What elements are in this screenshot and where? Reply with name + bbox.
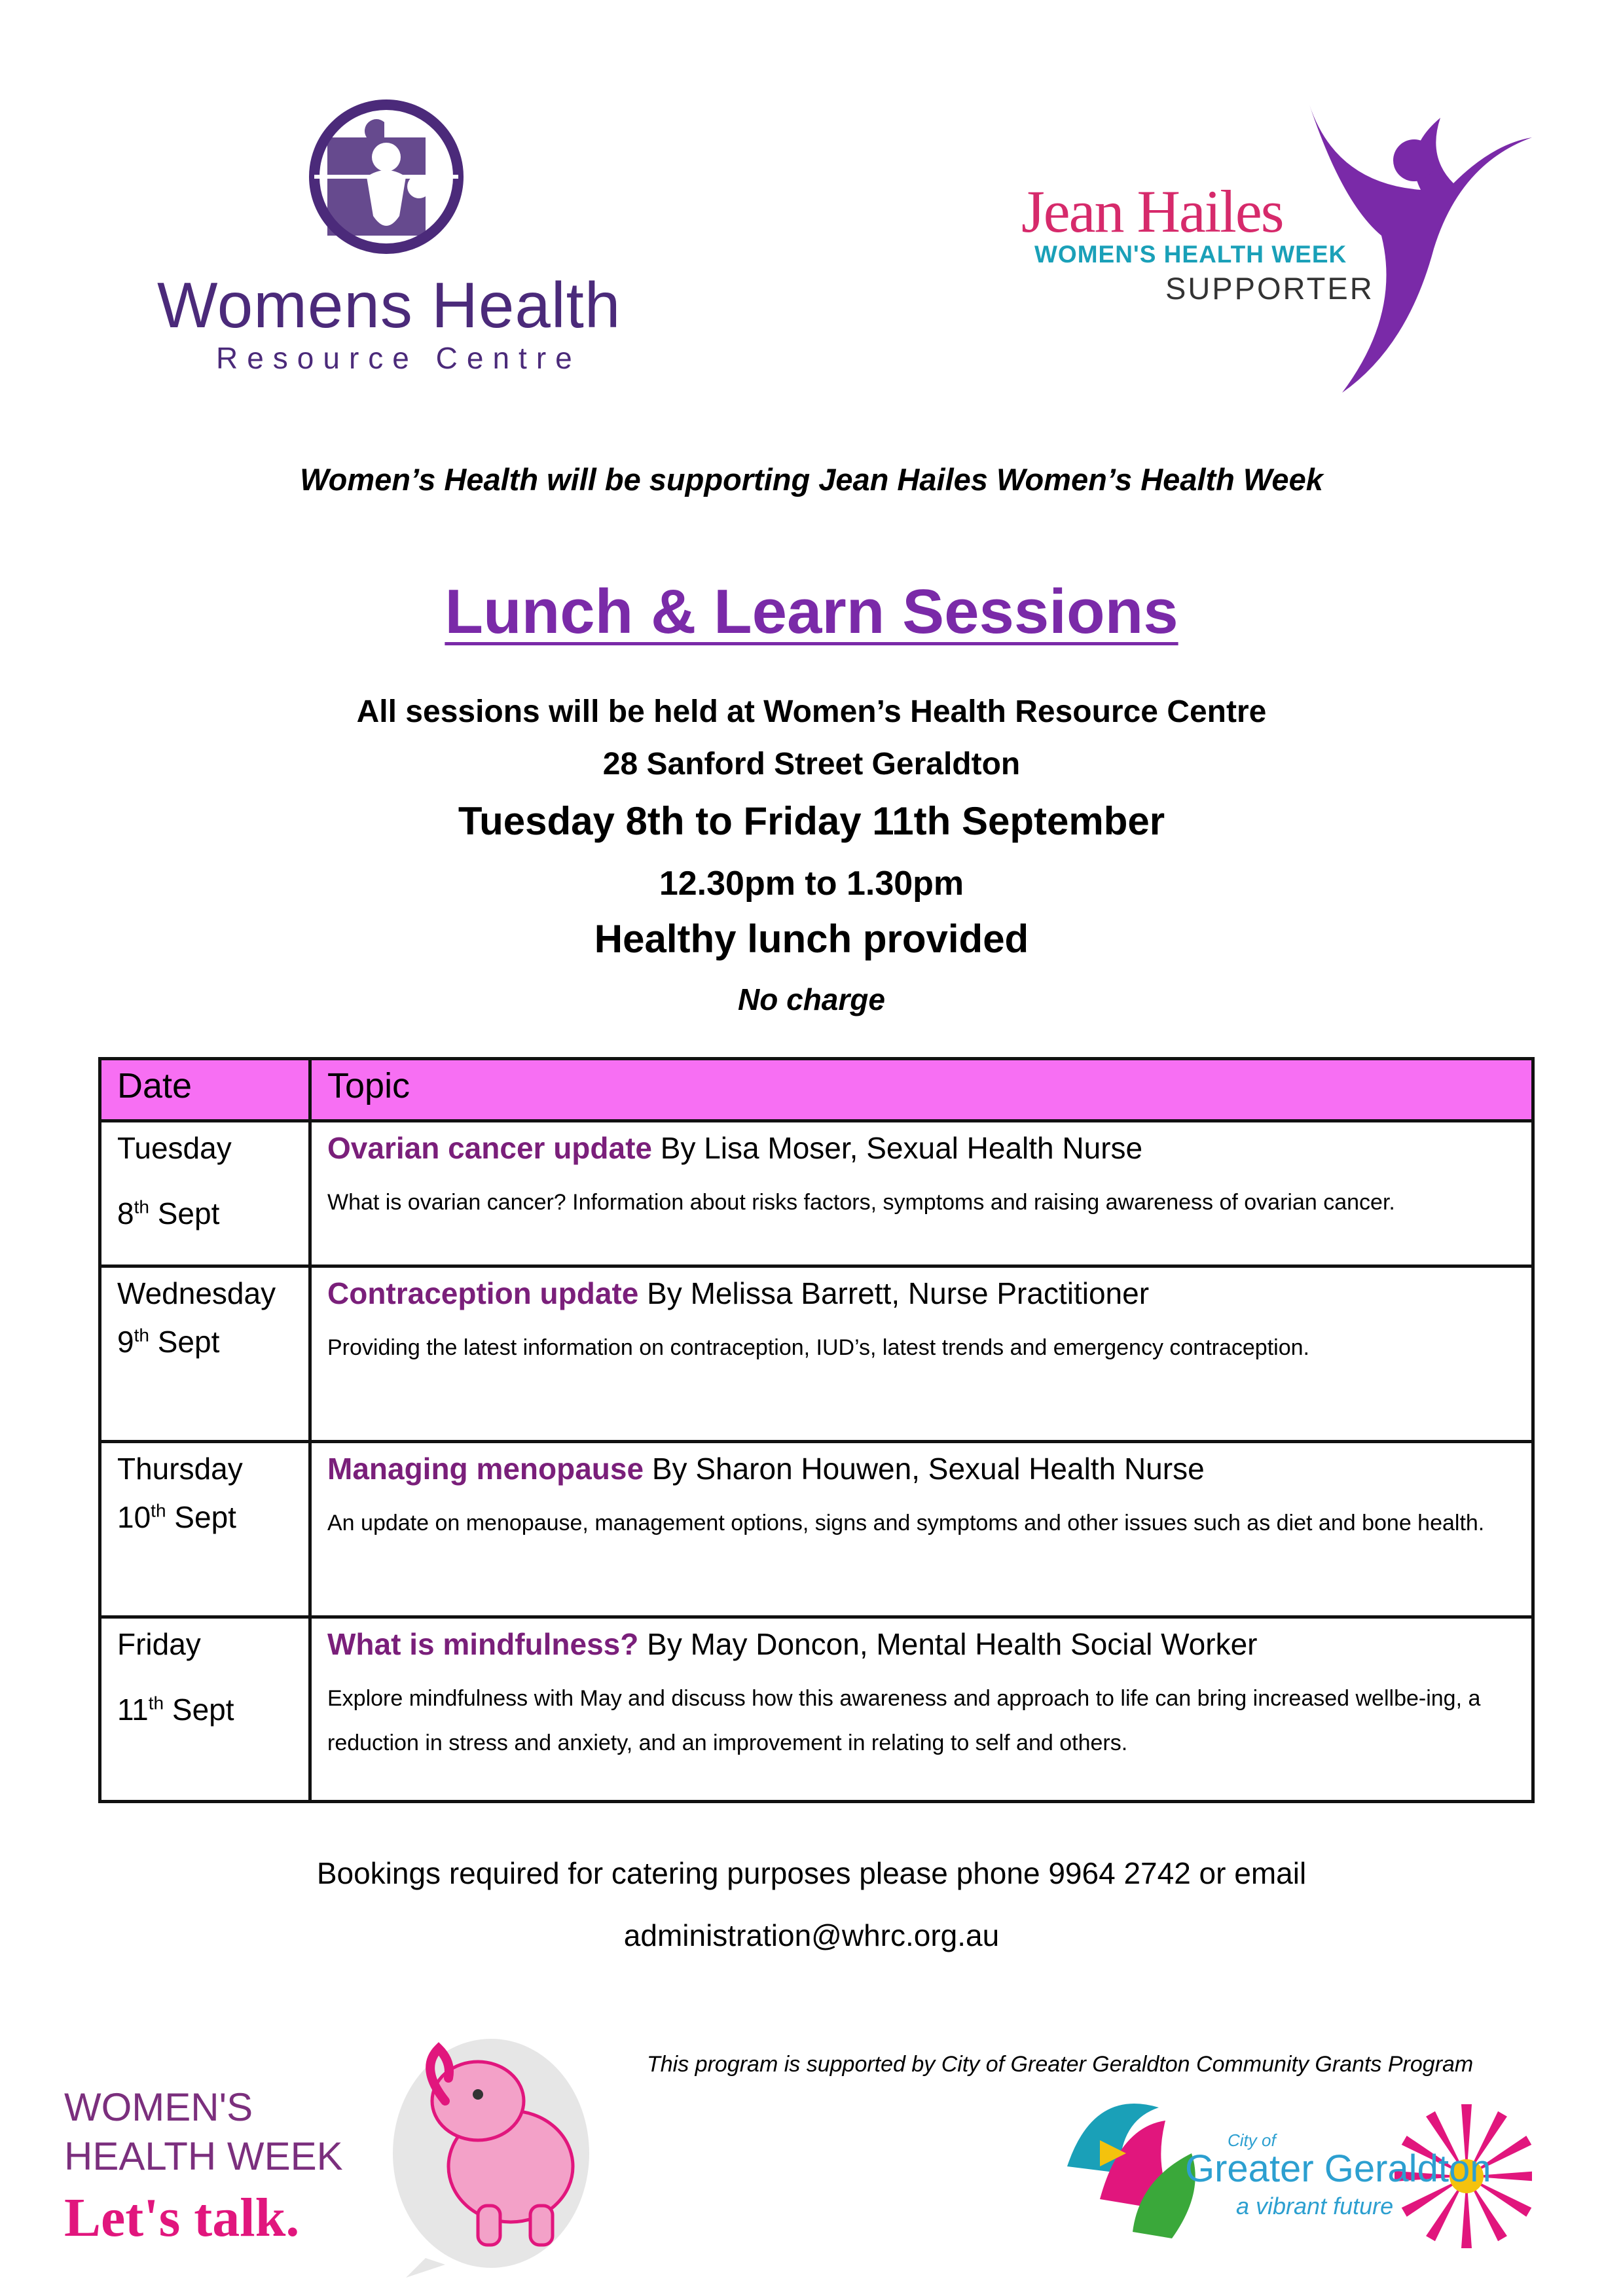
- whw-logo-tagline: Let's talk.: [64, 2187, 300, 2248]
- session-description: Explore mindfulness with May and discuss how this awareness and approach to life can bring increased wellbe-ing, a reduction in stress and anxiety, and an improvement in relating to self and others.: [327, 1686, 1481, 1755]
- topic-cell: [310, 1121, 1533, 1266]
- session-presenter: By Sharon Houwen, Sexual Health Nurse: [644, 1452, 1205, 1486]
- session-day: Wednesday: [117, 1276, 276, 1310]
- whrc-logo-title: Womens Health: [157, 269, 621, 341]
- session-date: 9th Sept: [117, 1325, 220, 1359]
- page-title: Lunch & Learn Sessions: [445, 577, 1178, 647]
- booking-email-link[interactable]: administration@whrc.org.au: [623, 1918, 1000, 1952]
- whw-logo-line2: HEALTH WEEK: [64, 2134, 343, 2178]
- jean-hailes-title: Jean Hailes: [1021, 178, 1283, 245]
- cgg-logo-name: Greater Geraldton: [1185, 2147, 1491, 2190]
- lunch-line: Healthy lunch provided: [594, 917, 1029, 961]
- cgg-logo-city-of: City of: [1228, 2130, 1276, 2150]
- session-description: What is ovarian cancer? Information about risks factors, symptoms and raising awareness of ovarian cancer.: [327, 1190, 1395, 1215]
- session-heading: [312, 1268, 1531, 1311]
- charge-line: No charge: [738, 982, 885, 1016]
- support-statement: Women’s Health will be supporting Jean Hailes Women’s Health Week: [300, 462, 1323, 497]
- dates-line: Tuesday 8th to Friday 11th September: [458, 799, 1165, 843]
- session-date: 11th Sept: [117, 1693, 234, 1727]
- session-title: Contraception update: [327, 1276, 639, 1310]
- table-header-row: [100, 1059, 1533, 1121]
- topic-cell: [310, 1617, 1533, 1802]
- table-row: [100, 1121, 1533, 1266]
- session-heading: [312, 1122, 1531, 1166]
- whw-logo-line1: WOMEN'S: [64, 2085, 253, 2129]
- jean-hailes-supporter: SUPPORTER: [1165, 271, 1374, 306]
- session-title: What is mindfulness?: [327, 1627, 639, 1661]
- session-presenter: By Lisa Moser, Sexual Health Nurse: [651, 1131, 1143, 1165]
- session-date: 10th Sept: [117, 1500, 236, 1534]
- session-day: Friday: [117, 1627, 201, 1661]
- date-cell: [100, 1442, 310, 1617]
- booking-info: Bookings required for catering purposes please phone 9964 2742 or email: [316, 1856, 1307, 1890]
- sessions-table: [98, 1057, 1535, 1803]
- cgg-logo-tagline: a vibrant future: [1236, 2193, 1394, 2219]
- header-topic: Topic: [310, 1059, 1533, 1121]
- date-cell: [100, 1266, 310, 1442]
- whrc-logo-subtitle: Resource Centre: [216, 341, 581, 375]
- session-presenter: By Melissa Barrett, Nurse Practitioner: [638, 1276, 1150, 1310]
- table-row: [100, 1617, 1533, 1802]
- session-day: Thursday: [117, 1452, 243, 1486]
- session-title: Ovarian cancer update: [327, 1131, 652, 1165]
- time-line: 12.30pm to 1.30pm: [659, 865, 964, 903]
- topic-cell: [310, 1266, 1533, 1442]
- session-presenter: By May Doncon, Mental Health Social Worker: [638, 1627, 1258, 1661]
- session-heading: [312, 1619, 1531, 1662]
- session-heading: [312, 1443, 1531, 1486]
- session-description: Providing the latest information on contraception, IUD’s, latest trends and emergency contraception.: [327, 1335, 1309, 1360]
- address-line: 28 Sanford Street Geraldton: [602, 747, 1021, 781]
- date-cell: [100, 1121, 310, 1266]
- topic-cell: [310, 1442, 1533, 1617]
- table-row: [100, 1266, 1533, 1442]
- session-title: Managing menopause: [327, 1452, 644, 1486]
- program-support-note: This program is supported by City of Greater Geraldton Community Grants Program: [647, 2052, 1474, 2077]
- session-date: 8th Sept: [117, 1196, 220, 1230]
- header-date: Date: [100, 1059, 310, 1121]
- table-row: [100, 1442, 1533, 1617]
- session-day: Tuesday: [117, 1131, 232, 1165]
- jean-hailes-whw-line: WOMEN'S HEALTH WEEK: [1034, 241, 1347, 268]
- date-cell: [100, 1617, 310, 1802]
- venue-line: All sessions will be held at Women’s Health Resource Centre: [356, 694, 1267, 729]
- session-description: An update on menopause, management options, signs and symptoms and other issues such as diet and bone health.: [327, 1511, 1485, 1535]
